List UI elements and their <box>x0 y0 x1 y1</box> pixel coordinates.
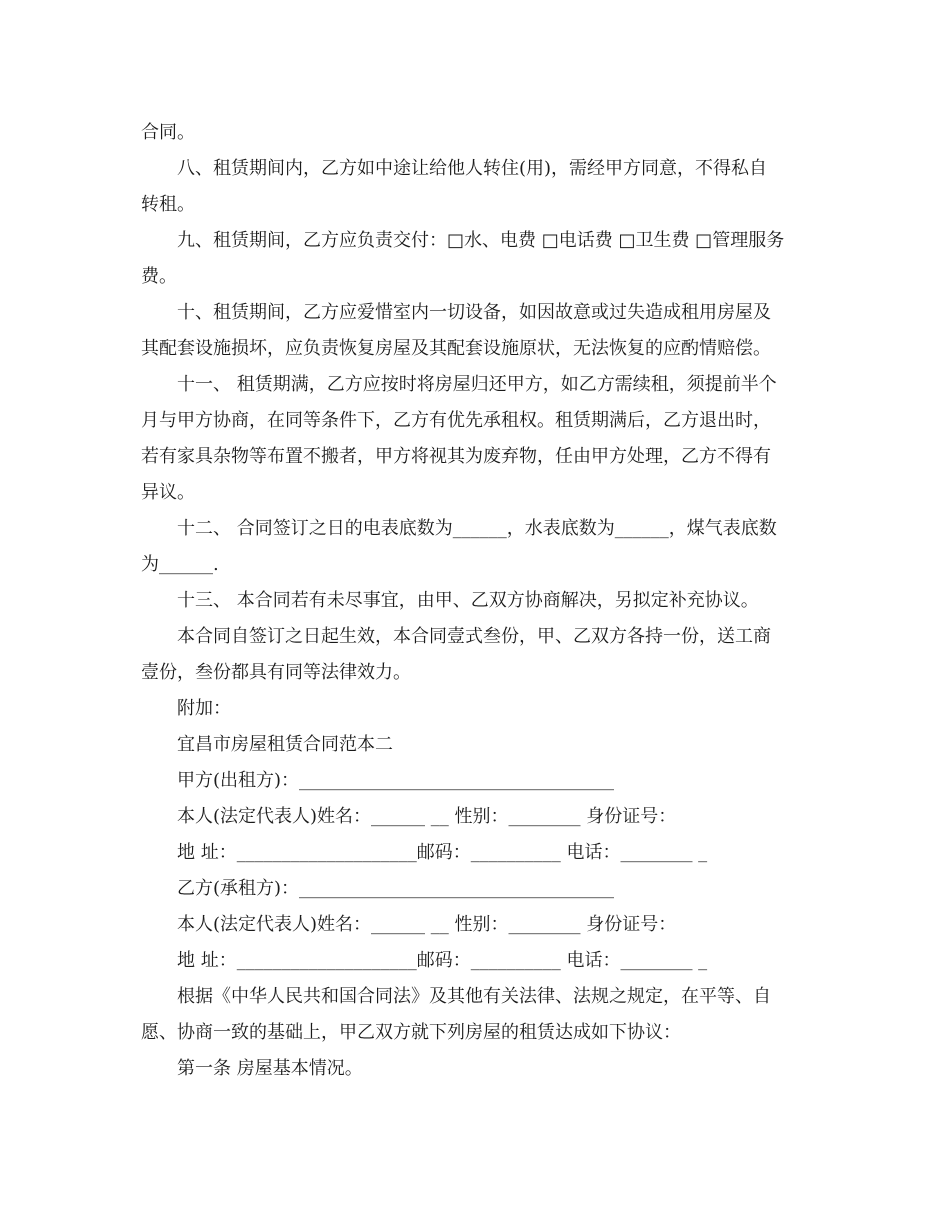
text-line: 八、租赁期间内，乙方如中途让给他人转住(用)，需经甲方同意，不得私自 <box>177 158 768 179</box>
text-line: 本人(法定代表人)姓名：______ __ 性别：________ 身份证号： <box>177 914 677 935</box>
text-line: 为______. <box>141 554 219 575</box>
text-line: 十、租赁期间，乙方应爱惜室内一切设备，如因故意或过失造成租用房屋及 <box>177 302 771 323</box>
text-line: 地 址：____________________邮码：__________ 电话：________ _ <box>177 842 708 863</box>
text-line: 地 址：____________________邮码：__________ 电话：________ _ <box>177 950 708 971</box>
document-body <box>141 115 811 1087</box>
text-line: 本人(法定代表人)姓名：______ __ 性别：________ 身份证号： <box>177 806 677 827</box>
text-line: 九、租赁期间，乙方应负责交付：□水、电费 □电话费 □卫生费 □管理服务 <box>177 230 785 251</box>
text-line: 甲方(出租方)：___________________________________ <box>177 770 615 791</box>
text-line: 合同。 <box>141 122 195 143</box>
text-line: 十二、 合同签订之日的电表底数为______，水表底数为______，煤气表底数 <box>177 518 777 539</box>
text-line: 其配套设施损坏，应负责恢复房屋及其配套设施原状，无法恢复的应酌情赔偿。 <box>141 338 771 359</box>
text-line: 若有家具杂物等布置不搬者，甲方将视其为废弃物，任由甲方处理，乙方不得有 <box>141 446 771 467</box>
text-line: 根据《中华人民共和国合同法》及其他有关法律、法规之规定，在平等、自 <box>177 986 771 1007</box>
text-line: 十三、 本合同若有未尽事宜，由甲、乙双方协商解决，另拟定补充协议。 <box>177 590 759 611</box>
text-line: 附加： <box>177 698 231 719</box>
text-line: 十一、 租赁期满，乙方应按时将房屋归还甲方，如乙方需续租，须提前半个 <box>177 374 777 395</box>
text-line: 转租。 <box>141 194 195 215</box>
text-line: 费。 <box>141 266 177 287</box>
text-line: 第一条 房屋基本情况。 <box>177 1058 363 1079</box>
text-line: 壹份，叁份都具有同等法律效力。 <box>141 662 411 683</box>
text-line: 异议。 <box>141 482 195 503</box>
text-line: 月与甲方协商，在同等条件下，乙方有优先承租权。租赁期满后，乙方退出时， <box>141 410 771 431</box>
text-line: 宜昌市房屋租赁合同范本二 <box>177 734 393 755</box>
text-line: 愿、协商一致的基础上，甲乙双方就下列房屋的租赁达成如下协议： <box>141 1022 681 1043</box>
text-line: 本合同自签订之日起生效，本合同壹式叁份，甲、乙双方各持一份，送工商 <box>177 626 771 647</box>
text-line: 乙方(承租方)：___________________________________ <box>177 878 615 899</box>
